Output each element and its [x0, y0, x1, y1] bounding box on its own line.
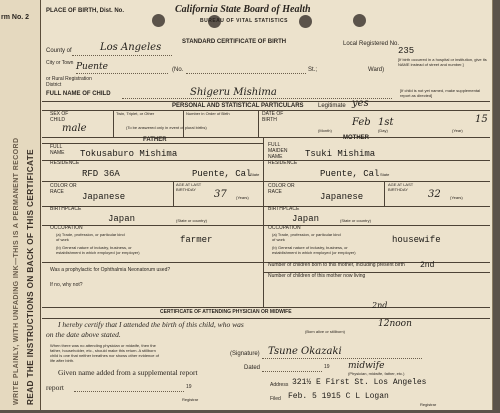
dated-label: Dated: [244, 365, 261, 371]
twin-label: Twin, Triplet, or Other: [116, 111, 155, 116]
city-value: Puente: [76, 62, 108, 72]
punch-hole: [152, 14, 165, 27]
country-label: (State or country): [176, 218, 207, 223]
mother-occupation-value: housewife: [392, 235, 441, 245]
signature-label: (Signature): [230, 351, 260, 357]
years-label: (Years): [236, 195, 249, 200]
father-age-label: AGE AT LAST BIRTHDAY: [176, 182, 202, 192]
father-color-value: Japanese: [82, 192, 126, 202]
name-note: [If child is not yet named, make supplemental report as directed]: [400, 88, 481, 98]
title-value: midwife: [348, 361, 385, 371]
ward-label: Ward): [368, 67, 385, 73]
if-no-label: If no, why not?: [50, 282, 83, 288]
father-occupation-value: farmer: [180, 235, 213, 245]
children-value: 2nd: [420, 261, 435, 270]
certificate-header: CERTIFICATE OF ATTENDING PHYSICIAN OR MIDWIFE: [160, 309, 292, 315]
bureau-label: BUREAU OF VITAL STATISTICS: [200, 18, 288, 24]
county-label: County of: [46, 48, 72, 54]
address-label: Address: [270, 382, 289, 388]
given-name-label: Given name added from a supplemental report: [58, 368, 198, 377]
address-value: 321½ E First St. Los Angeles: [292, 378, 427, 387]
instructions-vertical: READ THE INSTRUCTIONS ON BACK OF THIS CERTIFICATE: [26, 149, 35, 405]
personal-header: PERSONAL AND STATISTICAL PARTICULARS: [172, 103, 304, 109]
warning-vertical: WRITE PLAINLY, WITH UNFADING INK—THIS IS A PERMANENT RECORD: [13, 137, 20, 405]
no-label: (No.: [172, 67, 184, 73]
country-label-mother: (State or country): [340, 218, 371, 223]
dated-value: 19: [324, 364, 330, 370]
registrar-label: Registrar: [182, 397, 199, 402]
city-label: City or Town: [46, 60, 74, 66]
filed-label: Filed: [270, 396, 281, 402]
father-residence-label: RESIDENCE: [50, 160, 80, 166]
occ-a-label-mother: (a) Trade, profession, or particular kind of work: [272, 232, 341, 242]
mother-age-value: 32: [428, 189, 441, 200]
punch-hole: [299, 15, 312, 28]
filed-value: Feb. 5 1915 C L Logan: [288, 392, 389, 401]
date-label: DATE OF BIRTH: [262, 111, 284, 123]
occ-b-label: (b) General nature of industry, business, or establishment in which employed (or employer): [56, 245, 140, 255]
stillborn-note: When there was no attending physician or midwife, then the father, householder, etc., should make this return. A stillborn child is one that neither breathes nor shows other evidence of life after birth.: [50, 343, 159, 363]
birth-day: 1st: [378, 117, 394, 128]
alive-label: (Born alive or stillborn): [305, 329, 346, 334]
father-name-label: FULL NAME: [50, 144, 65, 156]
living-label: Number of children of this mother now living: [268, 273, 366, 279]
order-label: Number in Order of Birth: [186, 111, 230, 116]
mother-color-label: COLOR OR RACE: [268, 183, 295, 195]
county-value: Los Angeles: [100, 42, 162, 53]
full-name-value: Shigeru Mishima: [190, 87, 277, 98]
mother-color-value: Japanese: [320, 192, 364, 202]
legitimate-value: yes: [352, 98, 369, 109]
day-label: (Day): [378, 128, 388, 133]
father-city: Puente, Cal: [192, 169, 252, 179]
state-label-mother: State: [380, 172, 390, 177]
local-reg-value: 235: [398, 46, 415, 56]
report-year: 19: [186, 384, 192, 390]
mother-birthplace-label: BIRTHPLACE: [268, 206, 300, 212]
legitimate-label: Legitimate: [318, 103, 346, 109]
father-header: FATHER: [143, 137, 167, 143]
father-name-value: Tokusaburo Mishima: [80, 149, 178, 159]
sex-value: male: [62, 123, 87, 134]
mother-header: MOTHER: [343, 135, 369, 141]
mother-age-label: AGE AT LAST BIRTHDAY: [388, 182, 414, 192]
cert-time: 12noon: [378, 319, 412, 329]
mother-name-value: Tsuki Mishima: [305, 149, 376, 159]
father-residence-value: RFD 36A: [82, 169, 120, 179]
certify-text: I hereby certify that I attended the birth of this child, who was: [58, 320, 244, 329]
children-label: Number of children born to this mother, including present birth: [268, 262, 405, 268]
father-birthplace-label: BIRTHPLACE: [50, 206, 82, 212]
side-margin: [0, 0, 41, 410]
certify-text-2: on the date above stated.: [46, 330, 121, 339]
signature-value: Tsune Okazaki: [268, 346, 342, 357]
mother-occupation-label: OCCUPATION: [268, 225, 301, 231]
cert-day: 2nd: [372, 301, 388, 310]
years-label-mother: (Years): [450, 195, 463, 200]
sex-label: SEX OF CHILD: [50, 111, 69, 123]
plural-note: (To be answered only in event of plural births): [126, 125, 207, 130]
full-name-label: FULL NAME OF CHILD: [46, 91, 111, 97]
birth-month: Feb: [352, 117, 371, 128]
punch-hole: [353, 14, 366, 27]
father-occupation-label: OCCUPATION: [50, 225, 83, 231]
prophylactic-label: Was a prophylactic for Ophthalmia Neonatorum used?: [50, 267, 171, 273]
occ-a-label: (a) Trade, profession, or particular kind of work: [56, 232, 125, 242]
registrar-label-2: Registrar: [420, 402, 437, 407]
mother-residence-value: Puente, Cal: [320, 169, 380, 179]
certificate-title: STANDARD CERTIFICATE OF BIRTH: [182, 39, 287, 45]
board-title: California State Board of Health: [175, 4, 311, 15]
month-label: (Month): [318, 128, 332, 133]
form-number: rm No. 2: [1, 14, 30, 21]
rural-label: or Rural Registration District: [46, 76, 92, 88]
mother-birthplace-value: Japan: [292, 214, 320, 224]
local-reg-label: Local Registered No.: [343, 41, 400, 47]
place-of-birth-label: PLACE OF BIRTH, Dist. No.: [46, 8, 124, 14]
occ-b-label-mother: (b) General nature of industry, business, or establishment in which employed (or employer): [272, 245, 356, 255]
street-label: St.;: [308, 67, 318, 73]
title-label: (Physician, midwife, father, etc.): [348, 371, 405, 376]
birth-year: 15: [475, 114, 488, 125]
father-age-value: 37: [214, 189, 227, 200]
father-color-label: COLOR OR RACE: [50, 183, 77, 195]
mother-name-label: FULL MAIDEN NAME: [268, 142, 288, 160]
year-label: (Year): [452, 128, 463, 133]
father-birthplace-value: Japan: [108, 214, 136, 224]
mother-residence-label: RESIDENCE: [268, 160, 298, 166]
state-label: State: [250, 172, 260, 177]
report-label: report: [46, 383, 64, 392]
hospital-note: [If birth occurred in a hospital or institution, give its NAME instead of street and number.]: [398, 57, 487, 67]
